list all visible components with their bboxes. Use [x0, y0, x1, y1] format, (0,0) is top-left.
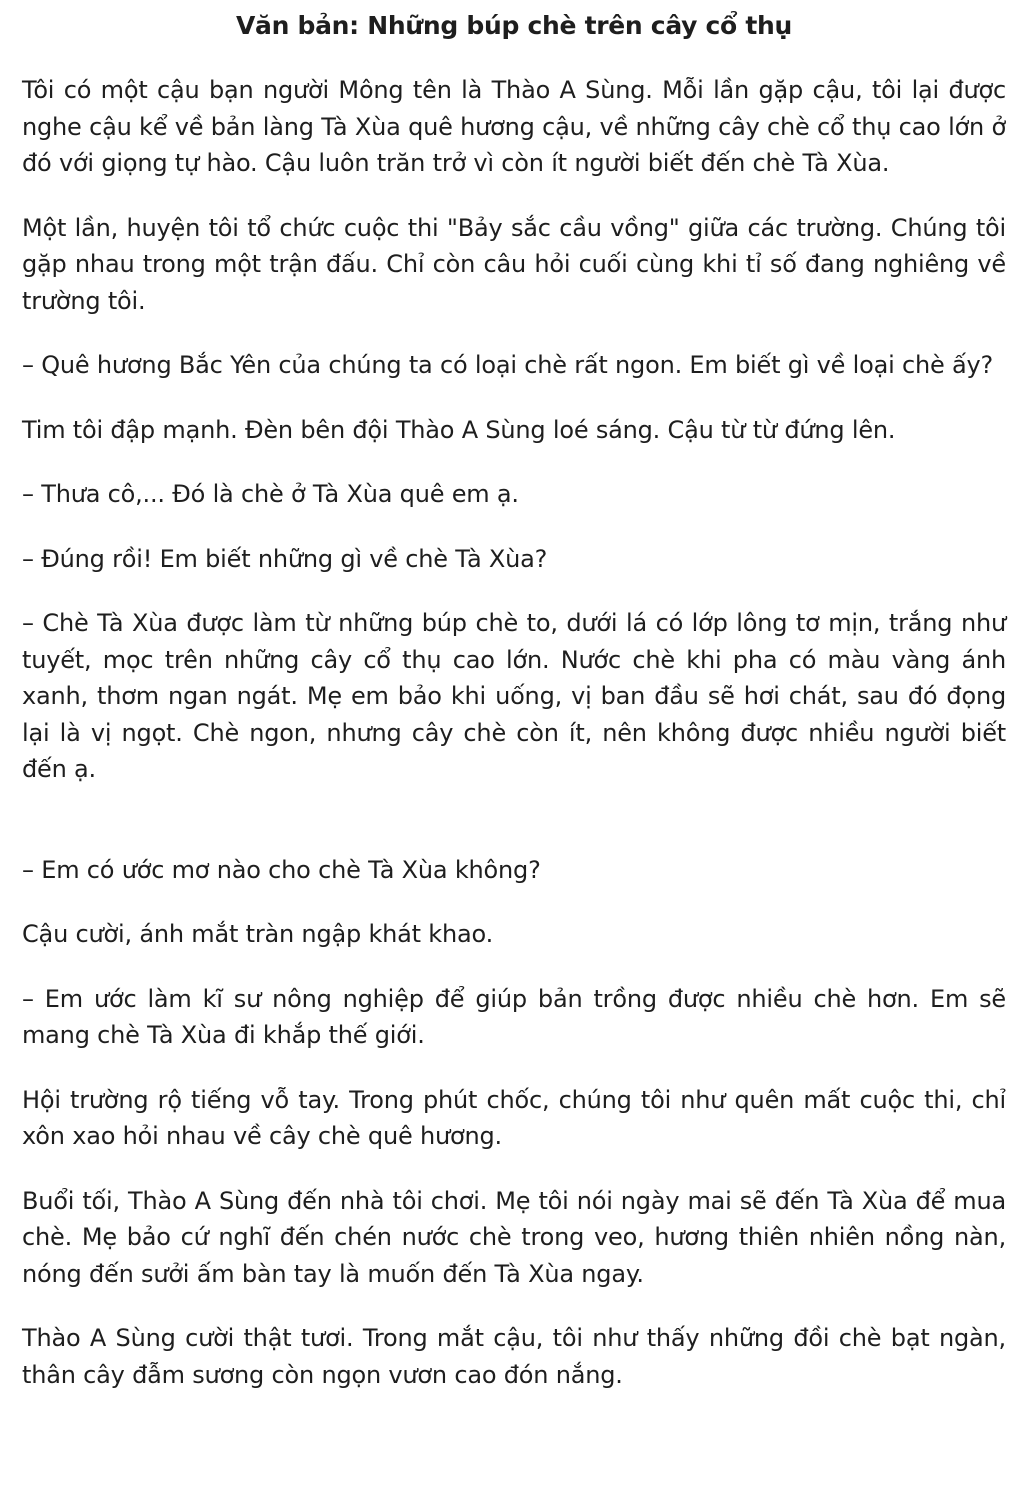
paragraph-intro: Tôi có một cậu bạn người Mông tên là Thào A Sùng. Mỗi lần gặp cậu, tôi lại được nghe cậu kể về bản làng Tà Xùa quê hương cậu, về những cây chè cổ thụ cao lớn ở đó với giọng tự hào. Cậu luôn trăn trở vì còn ít người biết đến chè Tà Xùa.: [22, 76, 1006, 177]
paragraph-question: – Quê hương Bắc Yên của chúng ta có loại chè rất ngon. Em biết gì về loại chè ấy?: [22, 351, 994, 379]
paragraph-smile: Cậu cười, ánh mắt tràn ngập khát khao.: [22, 920, 494, 948]
document-title: Văn bản: Những búp chè trên cây cổ thụ: [236, 11, 792, 40]
paragraph-teacher-reply: – Đúng rồi! Em biết những gì về chè Tà Xùa?: [22, 544, 548, 573]
paragraph-dream-answer: – Em ước làm kĩ sư nông nghiệp để giúp bản trồng được nhiều chè hơn. Em sẽ mang chè Tà Xùa đi khắp thế giới.: [22, 984, 1006, 1049]
paragraph-answer-2: – Chè Tà Xùa được làm từ những búp chè to, dưới lá có lớp lông tơ mịn, trắng như tuyết, mọc trên những cây cổ thụ cao lớn. Nước chè khi pha có màu vàng ánh xanh, thơm ngan ngát. Mẹ em bảo khi uống, vị ban đầu sẽ hơi chát, sau đó đọng lại là vị ngọt. Chè ngon, nhưng cây chè còn ít, nên không được nhiều người biết đến ạ.: [22, 609, 1006, 783]
paragraph-answer-1: – Thưa cô,... Đó là chè ở Tà Xùa quê em ạ.: [22, 480, 519, 508]
paragraph-evening: Buổi tối, Thào A Sùng đến nhà tôi chơi. Mẹ tôi nói ngày mai sẽ đến Tà Xùa để mua chè. Mẹ bảo cứ nghĩ đến chén nước chè trong veo, hương thiên nhiên nồng nàn, nóng đến sưởi ấm bàn tay là muốn đến Tà Xùa ngay.: [22, 1186, 1006, 1288]
paragraph-ending: Thào A Sùng cười thật tươi. Trong mắt cậu, tôi như thấy những đồi chè bạt ngàn, thân cây đẫm sương còn ngọn vươn cao đón nắng.: [22, 1324, 1006, 1389]
document-body: [22, 0, 1006, 1393]
paragraph-heartbeat: Tim tôi đập mạnh. Đèn bên đội Thào A Sùng loé sáng. Cậu từ từ đứng lên.: [22, 415, 896, 444]
paragraph-dream-question: – Em có ước mơ nào cho chè Tà Xùa không?: [22, 855, 541, 884]
paragraph-applause: Hội trường rộ tiếng vỗ tay. Trong phút chốc, chúng tôi như quên mất cuộc thi, chỉ xôn xao hỏi nhau về cây chè quê hương.: [22, 1085, 1006, 1150]
paragraph-contest: Một lần, huyện tôi tổ chức cuộc thi "Bảy sắc cầu vồng" giữa các trường. Chúng tôi gặp nhau trong một trận đấu. Chỉ còn câu hỏi cuối cùng khi tỉ số đang nghiêng về trường tôi.: [22, 213, 1006, 315]
